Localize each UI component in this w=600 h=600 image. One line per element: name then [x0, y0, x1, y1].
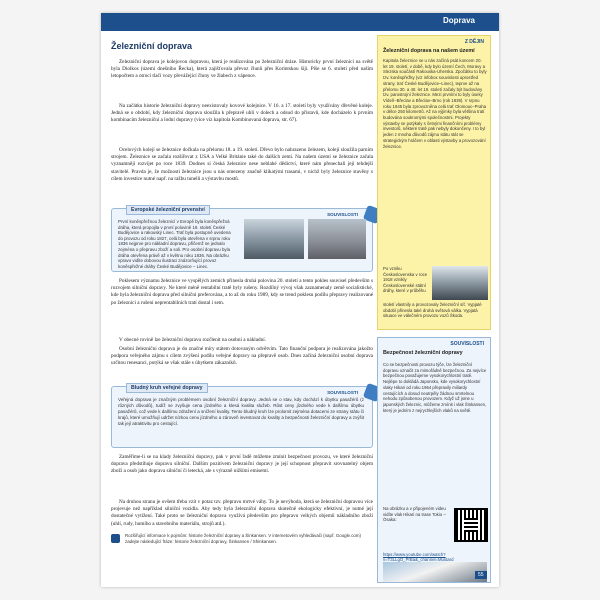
info-box-railway-primacy [111, 208, 373, 272]
history-box-caption-continued: století vlastnily a provozovaly železniční síť. Vypjaté období přinesla také druhá světová válka. Vypjatá situace ve válečném provozu vozů Škoda. [383, 302, 482, 319]
safety-box [377, 337, 491, 583]
safety-box-title: Bezpečnost železniční dopravy [383, 350, 463, 356]
info-box-title: Bludný kruh veřejné dopravy [126, 383, 208, 393]
footer-note-text: Rozšiřující informace k pojmům: historie železniční dopravy a Šinkansen. V internetovém vyhledávači (např. Google.com) zadejte následující fráze: historie železniční dopravy, Šinkansen / Shinkansen. [125, 533, 361, 544]
chapter-title: Železniční doprava [111, 41, 193, 51]
paragraph: Osobní železniční doprava je do značné míry státem dotovaným odvětvím. Tato finanční podpora je realizována jakožto podpora veřejného zájmu s cílem zvýšení podílu veřejné dopravy na přepravě osob. Dnes začíná železniční osobní doprava určitou renesanci, potýká se však stále s úbytkem zákazníků. [111, 346, 373, 367]
paragraph: Na druhou stranu je ovšem třeba vzít v potaz tzv. přepravu mrtvé váhy. To je nevýhoda, která se železniční dopravou více projevuje než například silniční vozidla. Aby tedy byla železniční doprava skutečně ekologicky efektivní, je nutné její dostatečné vytížení. Také proto se železniční doprava využívá především pro přepravu velkých objemů nákladního zboží (uhlí, rudy, hutního a stavebního materiálu, strojů atd.). [111, 499, 373, 527]
header-bar [101, 13, 499, 31]
info-box-text: Veřejná doprava je značným problémem osobní železniční dopravy. Jedná se o stav, kdy dochází k úbytku pasažérů (z různých důvodů), tudíž se zvyšuje cena jízdného a klesá kvalita služeb. Růst ceny jízdného vede k dalšímu úbytku pasažérů, což vede k dalšímu zdražení a snížení kvality. Tento bludný kruh lze prolomit zejména dotacemi ze strany státu či krajů, které umožňují udržet nízkou cenu jízdného a zároveň investovat do kvality a bezpečnosti železniční dopravy a zvýšit tak její atraktivitu pro cestující. [118, 397, 364, 426]
textbook-page [101, 13, 499, 587]
paragraph: Na začátku historie železniční dopravy neexistovaly kovové kolejnice. V 16. a 17. století byly využívány dřevěné koleje. Jedná se o období, kdy železniční doprava sloužila k přepravě uhlí v dolech a odsud do přístavů, kde docházelo k prvním kombinacím železniční a lodní dopravy (více viz kapitola Kombinovaná doprava, str. 67). [111, 103, 373, 124]
paragraph: Zaměříme-li se na klady železniční dopravy, pak v první řadě můžeme zmínit bezpečnost provozu, ve které železniční doprava předstihuje dopravu silniční. Dalším pozitivem železniční dopravy je její schopnost přepravit srovnatelný objem zboží a osob jako doprava silniční či letecká, ale s výrazně nižšími emisemi. [111, 454, 373, 475]
paragraph: Železniční doprava je kolejovou dopravou, která je realizována po železniční dráze. Historicky první železnicí na světě byla Diolkos (území dnešního Řecka), která zajišťovala převoz člunů přes Korintskou šíji. Píše se 6. století před naším letopočtem a otroci tlačí vozy převážející čluny ve žlabech z vápence. [111, 59, 373, 80]
historic-train-illustration [244, 219, 304, 259]
safety-box-tag: SOUVISLOSTI [450, 341, 484, 347]
info-box-tag: SOUVISLOSTI [327, 212, 358, 217]
info-icon [111, 534, 120, 543]
qr-caption: Na obrázku a v připojeném videu vidíte vlak Hikari na trase Tokio – Ósaka: [383, 506, 446, 523]
qr-code-pattern [464, 518, 478, 532]
info-box-tag: SOUVISLOSTI [327, 390, 358, 395]
history-box-caption: Po vzniku Československa v roce 1918 vznikly Československé státní dráhy, které v průběhu [383, 266, 428, 294]
sidebar [377, 35, 491, 583]
history-box [377, 35, 491, 330]
shinkansen-photo [383, 562, 487, 582]
header-title: Doprava [442, 16, 475, 25]
info-box-vicious-circle [111, 386, 373, 448]
main-column [111, 39, 373, 579]
youtube-link[interactable]: https://www.youtube.com/watch?v=T3LLgO_PrBa&_channel=Mustard [383, 552, 454, 562]
info-box-title: Evropské železniční prvenství [126, 205, 210, 215]
locomotive-photo [432, 266, 488, 300]
paragraph: V obecné rovině lze železniční dopravu rozčlenit na osobní a nákladní. [119, 337, 266, 343]
footer-note [111, 533, 373, 557]
page-number: 55 [475, 571, 487, 579]
horse-railway-illustration [308, 219, 366, 259]
safety-box-text: Co se bezpečnosti provozu týče, lze železniční dopravu označit za mimořádně bezpečnou. Za nejvíce bezpečnou považujeme vysokorychlostní tratě. Nejlépe to dokládá Japonsko, kde vysokorychlostní vlaky Hikari od roku 1964 přepravily miliardy cestujících a dosud neutrpěly žádnou smrtelnou nehodu způsobenou provozem. Když už jsme u japonských železnic, můžeme zmínit i vlak Šinkansen, který je jedním z nejrychlejších vlaků na světě. [383, 362, 487, 413]
history-box-title: Železniční doprava na našem území [383, 48, 475, 54]
history-box-tag: Z DĚJIN [464, 39, 484, 45]
info-box-text: První koněspřežnou železnicí v Evropě byla koněspřežná dráha, která propojila v první polovině 19. století České Budějovice a rakouský Linec. Trať byla postupně uvedena do provozu od roku 1827, celá byla otevřena v srpnu roku 1836 nejprve pro nákladní dopravu, přičemž se jednalo zejména o přepravu zboží a soli. Pro osobní dopravu byla dráha otevřena právě až v květnu roku 1836. Na obrázku vpravo vidíte dobovou ilustraci znázorňující provoz koněspřežné dráhy České Budějovice – Linec. [118, 219, 231, 269]
history-box-text: Kapitola železnice se u nás začíná psát koncem 20. let 19. století, v době, kdy bylo území Čech, Moravy a Slezska součástí Rakouska-Uherska. Zpočátku to byly tzv. koněspřežky (viz infobox souvislosti uprostřed strany, trať České Budějovice–Linec), teprve až na přelomu 30. a 40. let 19. století začaly být budovány tzv. parostrojní železnice. Mezi prvními to byly úseky Vídeň–Břeclav a Břeclav–Brno (rok 1839). V srpnu roku 1845 byla zprovozněna celá trať Olomouc–Praha v délce 250 kilometrů. Až na výjimky byla většina tratí budována soukromými společnostmi. Projekty výstavby se potýkaly s četnými finančními problémy investorů, některé tratě pak nebyly dokončeny. I to byl jeden z mnoha důvodů zájmu státu stát se strategickým hráčem v oblasti výstavby a provozování železnice. [383, 58, 487, 149]
paragraph: Ocelových kolejí se železnice dočkala na přelomu 18. a 19. století. Dřevo bylo nahrazeno železem, kolejí sloužila parním strojem. Železnice se začala rozšiřovat z USA a Velké Británie také do dalších zemí. Na našem území se železnice začala vyznamněji rozvíjet po roce 1839. Dodnes si česká železnice nese neblahé dědictví, které nám přenechali její tehdejší stavitelé. Pravda je, že možnosti železnice jsou u nás omezeny značně klikatými trasami, v nichž byly železnice stavěny s cílem investice nutné např. na ražbu tunelů a výstavbu mostů. [111, 147, 373, 182]
qr-code-icon[interactable] [454, 508, 488, 542]
paragraph: Poklesem významu železnice ve vyspělých zemích přinesla druhá polovina 20. století a tento pokles souvisel především s rozvojem silniční dopravy. Ne které méně rentabilní tratě byly rušeny. Rozdílný vývoj však zaznamenaly země socialistické, kde byla železniční doprava před silniční preferována, a to až do roku 1989, kdy se trend poklesu podílu přepravy realizované po železnici a rušení neprentabilních tratí dostal i sem. [111, 278, 373, 306]
